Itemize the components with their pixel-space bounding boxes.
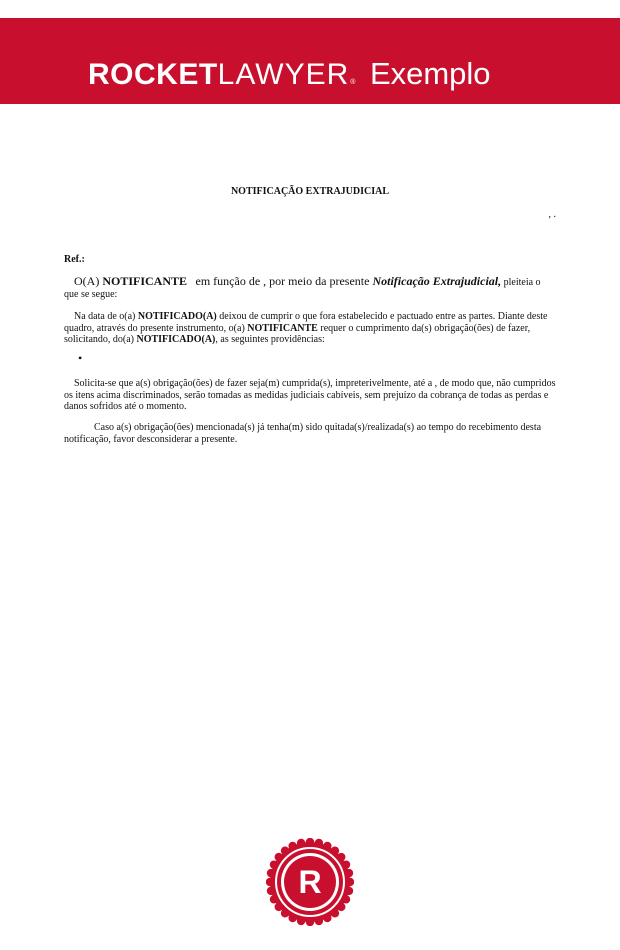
p2-notificado-2: NOTIFICADO(A) <box>136 334 216 345</box>
seal-letter: R <box>298 864 322 900</box>
p1-a: O(A) <box>74 274 103 288</box>
p1-notificante: NOTIFICANTE <box>102 274 188 288</box>
paragraph-intro <box>64 276 556 300</box>
p3-text: Solicita-se que a(s) obrigação(ões) de fazer seja(m) cumprida(s), impreterivelmente, até a , de modo que, não cumpridos os itens acima discriminados, serão tomadas as medidas judiciais cabíveis, sem prejuízo da cobrança de todas as perdas e danos sofridos até o momento. <box>64 378 556 412</box>
ref-label: Ref.: <box>64 254 85 265</box>
bullet-item: • <box>78 351 83 365</box>
brand-logo <box>88 58 491 90</box>
p2-notificado: NOTIFICADO(A) <box>137 311 217 322</box>
brand-light: LAWYER <box>217 58 350 91</box>
p4-text: Caso a(s) obrigação(ões) mencionada(s) já tenha(m) sido quitada(s)/realizada(s) ao tempo do recebimento desta notificação, favor desconsiderar a presente. <box>64 422 542 445</box>
paragraph-request <box>64 378 556 413</box>
p1-e: pleiteia o que se segue: <box>64 277 541 300</box>
p1-c: em função de , por meio da presente <box>195 274 373 288</box>
p2-a: Na data de o(a) <box>74 311 138 322</box>
p2-e: requer o cumprimento da(s) obrigação(ões) de fazer, solicitando, do(a) <box>64 322 531 345</box>
brand-bold: ROCKET <box>88 58 218 91</box>
header-banner <box>0 18 620 104</box>
p2-notificante: NOTIFICANTE <box>247 322 318 334</box>
example-tag: Exemplo <box>369 56 491 91</box>
p2-c: deixou de cumprir o que fora estabelecido e pactuado entre as partes. Diante deste quadro, através do presente instrumento, o(a) <box>64 311 548 334</box>
paragraph-facts <box>64 311 556 346</box>
document-title: NOTIFICAÇÃO EXTRAJUDICIAL <box>230 186 390 197</box>
paragraph-disclaimer <box>64 422 556 445</box>
registered-mark: ® <box>350 79 356 86</box>
p1-notificacao: Notificação Extrajudicial, <box>372 274 502 288</box>
date-line: , . <box>548 209 556 220</box>
rocket-lawyer-seal-icon <box>266 838 354 926</box>
p2-g: , as seguintes providências: <box>215 334 325 345</box>
